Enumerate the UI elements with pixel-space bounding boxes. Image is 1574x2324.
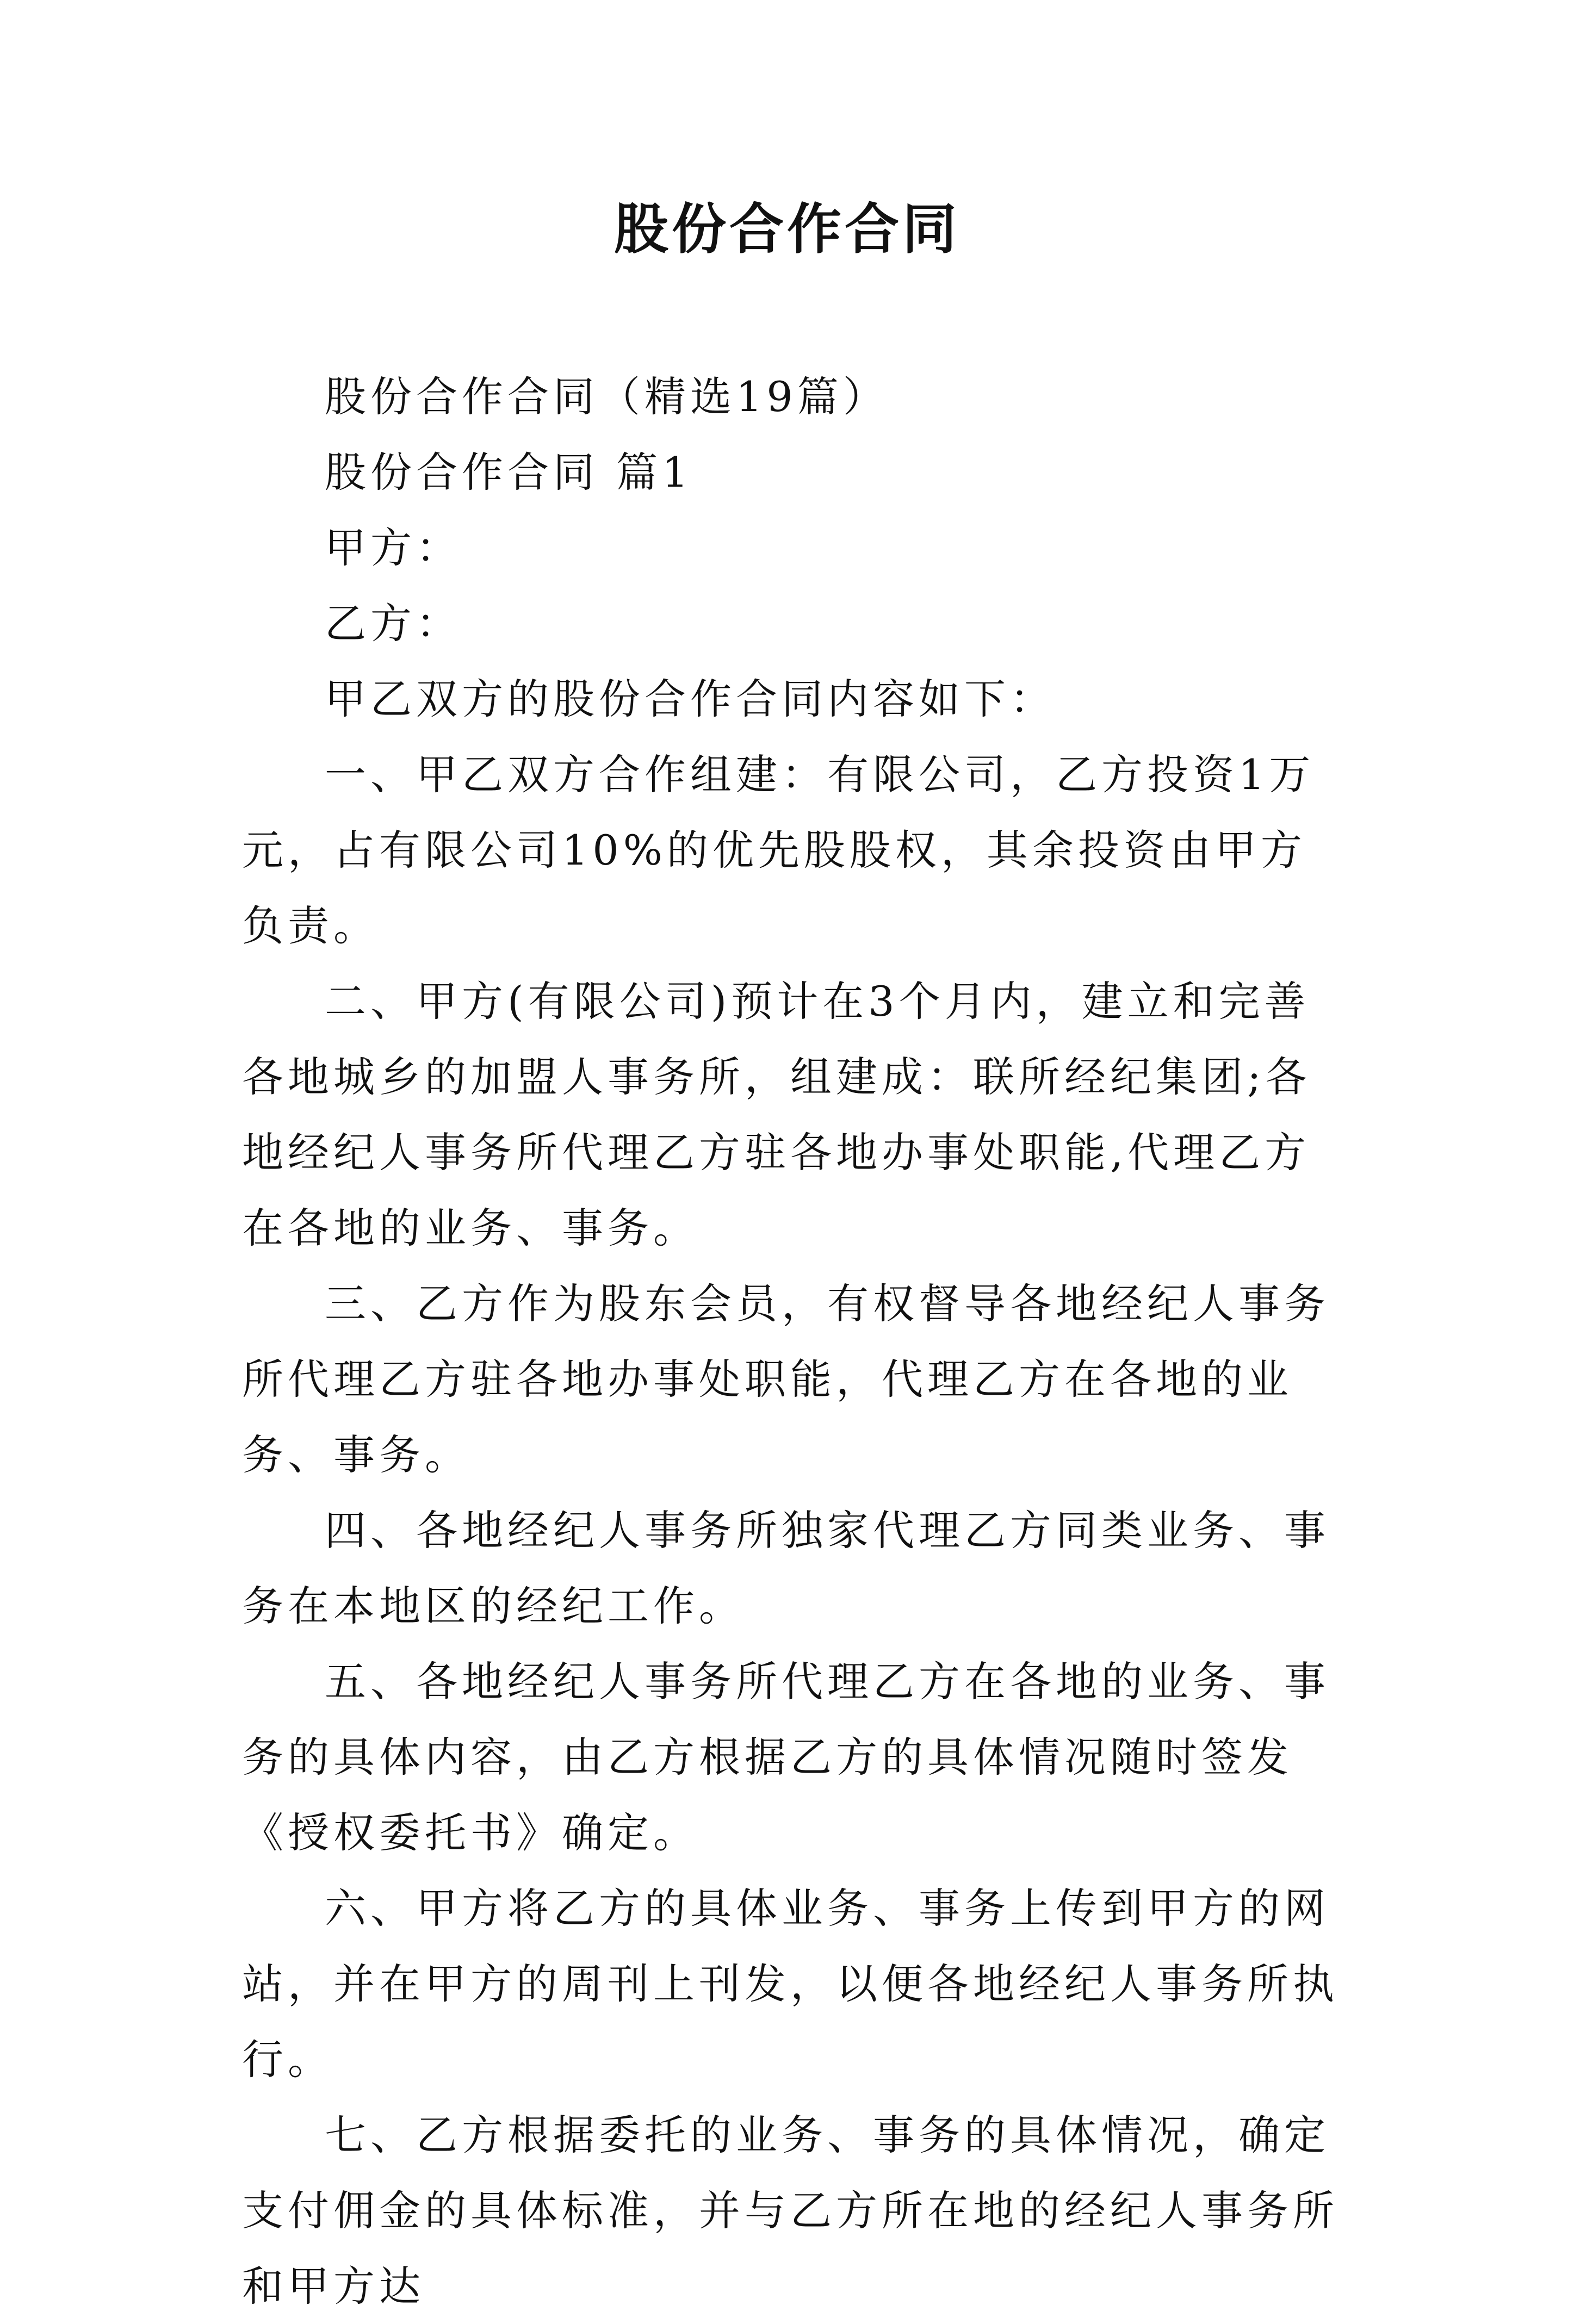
paragraph-party-b: 乙方： xyxy=(325,599,462,648)
paragraph-clause-6: 六、甲方将乙方的具体业务、事务上传到甲方的网站，并在甲方的周刊上刊发，以便各地经纪人事务所执行。 xyxy=(242,1884,1338,2084)
paragraph-clause-5: 五、各地经纪人事务所代理乙方在各地的业务、事务的具体内容，由乙方根据乙方的具体情况随时签发《授权委托书》确定。 xyxy=(242,1657,1330,1857)
paragraph-clause-7: 七、乙方根据委托的业务、事务的具体情况，确定支付佣金的具体标准，并与乙方所在地的经纪人事务所和甲方达 xyxy=(242,2111,1338,2310)
paragraph-clause-4: 四、各地经纪人事务所独家代理乙方同类业务、事务在本地区的经纪工作。 xyxy=(242,1506,1330,1630)
document-title: 股份合作合同 xyxy=(614,197,960,261)
paragraph-intro: 甲乙双方的股份合作合同内容如下： xyxy=(325,675,1056,723)
paragraph-clause-2: 二、甲方(有限公司)预计在3个月内，建立和完善各地城乡的加盟人事务所，组建成：联所经纪集团;各地经纪人事务所代理乙方驻各地办事处职能,代理乙方在各地的业务、事务。 xyxy=(242,977,1311,1252)
document-body xyxy=(242,359,1346,2324)
paragraph-clause-3: 三、乙方作为股东会员，有权督导各地经纪人事务所代理乙方驻各地办事处职能，代理乙方在各地的业务、事务。 xyxy=(242,1279,1330,1479)
paragraph-clause-1: 一、甲乙双方合作组建：有限公司，乙方投资1万元，占有限公司10%的优先股股权，其余投资由甲方负责。 xyxy=(242,750,1315,950)
paragraph-subtitle: 股份合作合同（精选19篇） xyxy=(325,372,889,421)
paragraph-party-a: 甲方： xyxy=(325,524,462,572)
paragraph-section-heading: 股份合作合同 篇1 xyxy=(325,448,693,496)
